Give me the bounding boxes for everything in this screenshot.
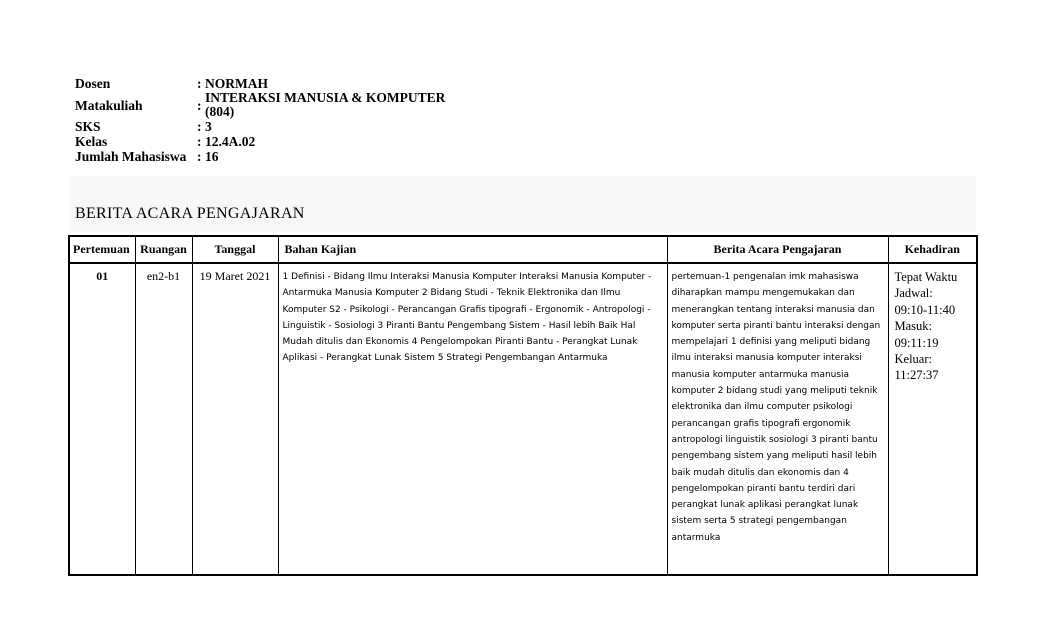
sks-value: 3 (205, 119, 212, 134)
cell-ruangan: en2-b1 (135, 263, 192, 575)
kehadiran-masuk-value: 09:11:19 (894, 335, 939, 350)
cell-berita-acara: pertemuan-1 pengenalan imk mahasiswa diharapkan mampu mengemukakan dan menerangkan tentang interaksi manusia dan komputer serta piranti bantu interaksi dengan mempelajari 1 definisi yang meliputi bidang ilmu interaksi manusia komputer interaksi manusia komputer antarmuka manusia komputer 2 bidang studi yang meliputi teknik elektronika dan ilmu computer psikologi perancangan grafis tipografi ergonomik antropologi linguistik sosiologi 3 piranti bantu pengembang sistem yang meliputi hasil lebih baik mudah ditulis dan ekonomis dan 4 pengelompokan piranti bantu terdiri dari perangkat lunak aplikasi perangkat lunak sistem serta 5 strategi pengembangan antarmuka (667, 263, 888, 575)
header-bahan-kajian: Bahan Kajian (278, 236, 667, 263)
title-band (70, 176, 976, 232)
table-row (69, 263, 977, 575)
cell-pertemuan: 01 (69, 263, 135, 575)
kehadiran-keluar-label: Keluar: (894, 352, 932, 367)
kehadiran-keluar-value: 11:27:37 (894, 368, 939, 383)
matakuliah-label: Matakuliah (75, 97, 143, 113)
jumlah-label: Jumlah Mahasiswa (75, 149, 187, 164)
kehadiran-status: Tepat Waktu (894, 270, 958, 284)
info-kelas (75, 134, 475, 149)
kehadiran-jadwal-label: Jadwal: (894, 286, 933, 301)
kelas-value: 12.4A.02 (205, 134, 256, 149)
cell-bahan-kajian: 1 Definisi - Bidang Ilmu Interaksi Manusia Komputer Interaksi Manusia Komputer - Antarmuka Manusia Komputer 2 Bidang Studi - Teknik Elektronika dan Ilmu Komputer S2 - Psikologi - Perancangan Grafis tipografi - Ergonomik - Antropologi - Linguistik - Sosiologi 3 Piranti Bantu Pengembang Sistem - Hasil lebih Baik Hal Mudah ditulis dan Ekonomis 4 Pengelompokan Piranti Bantu - Perangkat Lunak Aplikasi - Perangkat Lunak Sistem 5 Strategi Pengembangan Antarmuka (278, 263, 667, 575)
header-pertemuan: Pertemuan (69, 236, 135, 263)
info-dosen (75, 76, 475, 91)
info-sks (75, 119, 475, 134)
header-ruangan: Ruangan (135, 236, 192, 263)
sks-label: SKS (75, 119, 101, 134)
cell-tanggal: 19 Maret 2021 (192, 263, 278, 575)
kehadiran-jadwal-value: 09:10-11:40 (894, 302, 956, 317)
kelas-colon: : (197, 134, 202, 149)
jumlah-value: 16 (205, 149, 219, 164)
dosen-value: NORMAH (205, 76, 268, 91)
matakuliah-cell (205, 91, 475, 119)
dosen-label: Dosen (75, 76, 111, 91)
sks-colon: : (197, 119, 202, 134)
course-info (75, 76, 475, 164)
header-kehadiran: Kehadiran (888, 236, 977, 263)
kelas-label: Kelas (75, 134, 108, 149)
table-header-row (69, 236, 977, 263)
info-matakuliah (75, 91, 475, 119)
page-title: BERITA ACARA PENGAJARAN (75, 205, 305, 222)
kehadiran-masuk-label: Masuk: (894, 319, 932, 334)
header-tanggal: Tanggal (192, 236, 278, 263)
info-jumlah (75, 149, 475, 164)
matakuliah-value: INTERAKSI MANUSIA & KOMPUTER (804) (205, 90, 446, 119)
header-berita-acara: Berita Acara Pengajaran (667, 236, 888, 263)
cell-kehadiran (888, 263, 977, 575)
dosen-colon: : (197, 76, 202, 91)
matakuliah-colon: : (197, 97, 202, 113)
berita-acara-table (68, 235, 978, 576)
jumlah-colon: : (197, 149, 202, 164)
